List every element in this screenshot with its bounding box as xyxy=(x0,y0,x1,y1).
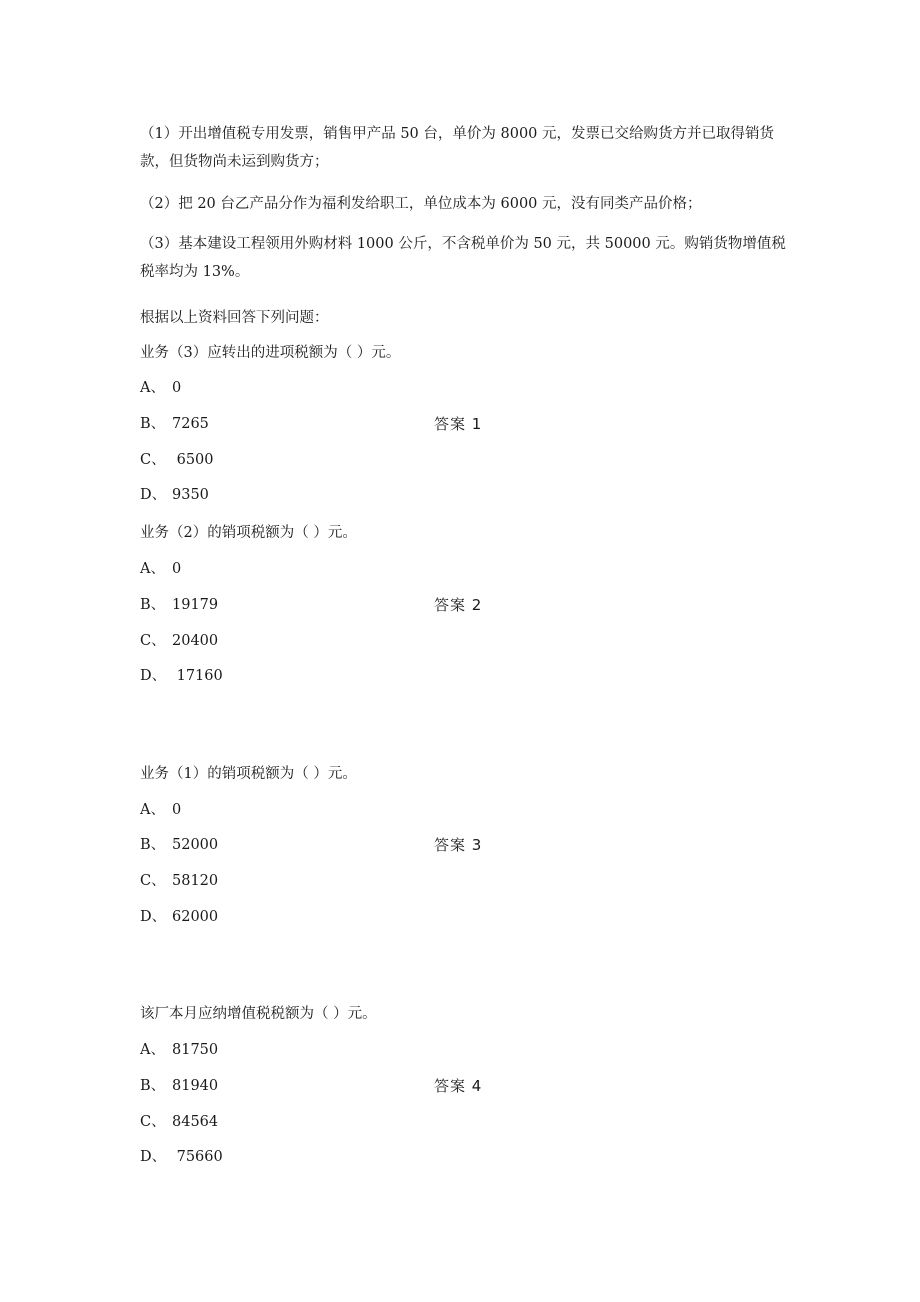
question-text: 业务（1）的销项税额为（ ）元。 xyxy=(140,766,357,782)
option-d xyxy=(140,907,218,927)
option-value: 0 xyxy=(172,561,182,577)
option-c xyxy=(140,631,218,651)
option-letter: C、 xyxy=(140,633,166,649)
option-letter: B、 xyxy=(140,1078,166,1094)
option-value: 75660 xyxy=(172,1149,223,1165)
option-value: 62000 xyxy=(172,909,219,925)
option-letter: D、 xyxy=(140,668,167,684)
option-d xyxy=(140,666,223,686)
answer-label: 答案 1 xyxy=(434,415,483,433)
option-b xyxy=(140,835,218,855)
option-c xyxy=(140,450,214,470)
option-value: 19179 xyxy=(172,597,219,613)
answer-label: 答案 2 xyxy=(434,596,483,614)
option-letter: D、 xyxy=(140,909,167,925)
option-value: 9350 xyxy=(172,487,209,503)
answer-label: 答案 3 xyxy=(434,836,483,854)
question-text: 业务（3）应转出的进项税额为（ ）元。 xyxy=(140,345,401,361)
option-a xyxy=(140,559,181,579)
option-letter: B、 xyxy=(140,597,166,613)
instruction-text: 根据以上资料回答下列问题： xyxy=(140,310,329,326)
option-a xyxy=(140,1040,218,1060)
question-text: 该厂本月应纳增值税税额为（ ）元。 xyxy=(140,1006,377,1022)
option-b xyxy=(140,595,218,615)
option-b xyxy=(140,414,209,434)
option-a xyxy=(140,800,181,820)
option-value: 0 xyxy=(172,380,182,396)
intro-item-2: （2）把 20 台乙产品分作为福利发给职工，单位成本为 6000 元，没有同类产品价格； xyxy=(140,196,702,212)
option-value: 58120 xyxy=(172,873,219,889)
option-value: 81940 xyxy=(172,1078,219,1094)
option-value: 6500 xyxy=(172,452,214,468)
option-letter: B、 xyxy=(140,837,166,853)
option-value: 52000 xyxy=(172,837,219,853)
option-b xyxy=(140,1076,218,1096)
intro-item-1: （1）开出增值税专用发票，销售甲产品 50 台，单价为 8000 元，发票已交给购货方并已取得销货款，但货物尚未运到购货方； xyxy=(140,126,775,170)
option-letter: B、 xyxy=(140,416,166,432)
option-letter: A、 xyxy=(140,802,165,818)
option-letter: C、 xyxy=(140,873,166,889)
option-letter: A、 xyxy=(140,380,165,396)
answer-label: 答案 4 xyxy=(434,1077,483,1095)
option-c xyxy=(140,871,218,891)
option-value: 0 xyxy=(172,802,182,818)
option-value: 84564 xyxy=(172,1114,219,1130)
option-value: 17160 xyxy=(172,668,223,684)
option-a xyxy=(140,378,181,398)
option-letter: C、 xyxy=(140,1114,166,1130)
option-letter: A、 xyxy=(140,1042,165,1058)
option-value: 20400 xyxy=(172,633,219,649)
option-value: 7265 xyxy=(172,416,209,432)
option-letter: A、 xyxy=(140,561,165,577)
option-letter: D、 xyxy=(140,487,167,503)
question-text: 业务（2）的销项税额为（ ）元。 xyxy=(140,525,357,541)
option-value: 81750 xyxy=(172,1042,219,1058)
option-c xyxy=(140,1112,218,1132)
option-d xyxy=(140,1147,223,1167)
option-letter: C、 xyxy=(140,452,166,468)
option-letter: D、 xyxy=(140,1149,167,1165)
intro-item-3: （3）基本建设工程领用外购材料 1000 公斤，不含税单价为 50 元，共 50000 元。购销货物增值税税率均为 13%。 xyxy=(140,236,786,280)
option-d xyxy=(140,485,209,505)
